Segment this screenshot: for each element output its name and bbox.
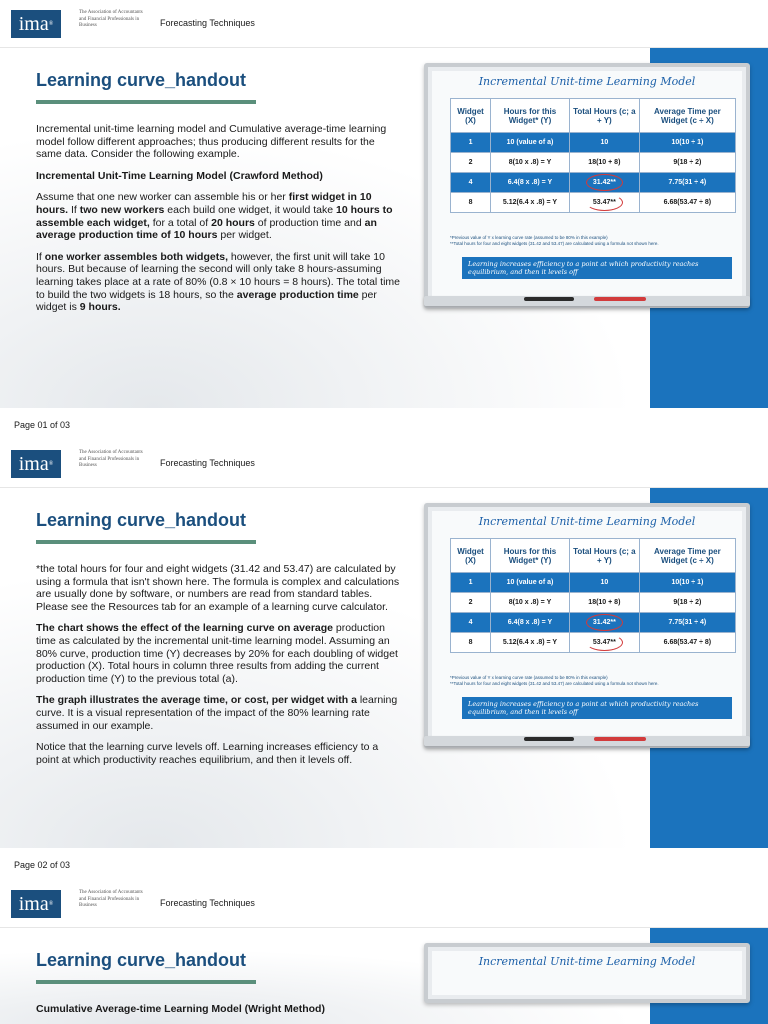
table-cell: 18(10 + 8) xyxy=(569,153,639,173)
whiteboard-title: Incremental Unit-time Learning Model xyxy=(478,75,696,88)
title-underline xyxy=(36,100,256,104)
efficiency-note: Learning increases efficiency to a point at which productivity reaches equilibrium, and then it levels off xyxy=(462,257,732,279)
table-cell: 10 xyxy=(569,573,639,593)
table-cell: 5.12(6.4 x .8) = Y xyxy=(491,193,570,213)
table-cell: 8(10 x .8) = Y xyxy=(491,593,570,613)
table-row xyxy=(451,173,736,193)
body-text xyxy=(36,1003,402,1024)
footnote: **Total hours for four and eight widgets (31.42 and 53.47) are calculated using a formula not shown here. xyxy=(450,240,659,246)
page-header xyxy=(0,0,768,48)
table-footnotes xyxy=(450,675,740,686)
table-row xyxy=(451,633,736,653)
header-title: Forecasting Techniques xyxy=(160,898,255,908)
table-row xyxy=(451,153,736,173)
graph-paragraph: The graph illustrates the average time, or cost, per widget with a learning curve. It is a visual representation of the impact of the 80% learning rate assumed in our example. xyxy=(36,694,398,732)
red-marker xyxy=(594,297,646,301)
table-cell: 4 xyxy=(451,173,491,193)
table-header-row xyxy=(451,99,736,133)
table-cell: 8 xyxy=(451,633,491,653)
levels-off-paragraph: Notice that the learning curve levels off. Learning increases efficiency to a point at which productivity reaches equilibrium, and then it levels off. xyxy=(36,741,379,766)
learning-curve-table xyxy=(450,98,736,213)
table-cell: 10(10 ÷ 1) xyxy=(639,573,735,593)
whiteboard-tray xyxy=(424,736,750,746)
table-header-row xyxy=(451,539,736,573)
whiteboard-title: Incremental Unit-time Learning Model xyxy=(478,515,696,528)
table-row xyxy=(451,573,736,593)
table-cell: 1 xyxy=(451,133,491,153)
body-text xyxy=(36,563,402,775)
col-header: Widget (X) xyxy=(451,539,491,573)
org-name: The Association of Accountants and Financial Professionals in Business xyxy=(79,890,143,908)
footnote: **Total hours for four and eight widgets (31.42 and 53.47) are calculated using a formula not shown here. xyxy=(450,680,659,686)
table-cell: 6.68(53.47 ÷ 8) xyxy=(639,633,735,653)
handout-page-1 xyxy=(0,0,768,440)
footnote-paragraph: *the total hours for four and eight widgets (31.42 and 53.47) are calculated by using a formula that isn't shown here. The formula is complex and calculations are usually done by software, or numbers are read from standard tables. Please see the Resources tab for an example of a learning curve calculator. xyxy=(36,563,400,613)
col-header: Hours for this Widget* (Y) xyxy=(491,99,570,133)
header-title: Forecasting Techniques xyxy=(160,18,255,28)
table-cell: 10 (value of a) xyxy=(491,133,570,153)
intro-paragraph: Incremental unit-time learning model and Cumulative average-time learning model follow different approaches; thus producing different results for the same data. Consider the following example. xyxy=(36,123,387,161)
title-underline xyxy=(36,540,256,544)
col-header: Average Time per Widget (c ÷ X) xyxy=(639,99,735,133)
col-header: Total Hours (c; a + Y) xyxy=(569,99,639,133)
footnote: *Previous value of Y x learning curve rate (assumed to be 80% in this example) xyxy=(450,675,608,680)
ima-logo: ima® xyxy=(11,890,61,918)
footnote: *Previous value of Y x learning curve rate (assumed to be 80% in this example) xyxy=(450,235,608,240)
table-cell: 9(18 ÷ 2) xyxy=(639,593,735,613)
red-marker xyxy=(594,737,646,741)
learning-curve-table xyxy=(450,538,736,653)
table-cell: 6.4(8 x .8) = Y xyxy=(491,613,570,633)
section-heading: Cumulative Average-time Learning Model (Wright Method) xyxy=(36,1003,325,1015)
example-paragraph-1: Assume that one new worker can assemble his or her first widget in 10 hours. If two new workers each build one widget, it would take 10 hours to assemble each widget, for a total of 20 hours of production time and an average production time of 10 hours per widget. xyxy=(36,191,393,242)
doc-title: Learning curve_handout xyxy=(36,70,247,90)
chart-paragraph: The chart shows the effect of the learning curve on average production time as calculated by the incremental unit-time learning model. Assuming an 80% curve, production time (Y) decreases by 20% for each doubling of widget production (X). Total hours in column three results from adding the current production time (Y) to the previous total (a). xyxy=(36,622,398,685)
header-title: Forecasting Techniques xyxy=(160,458,255,468)
whiteboard-image xyxy=(424,503,750,748)
whiteboard-image xyxy=(424,943,750,1003)
table-cell: 2 xyxy=(451,593,491,613)
whiteboard-tray xyxy=(424,296,750,306)
page-header xyxy=(0,880,768,928)
table-cell: 18(10 + 8) xyxy=(569,593,639,613)
table-cell: 7.75(31 ÷ 4) xyxy=(639,613,735,633)
table-cell: 9(18 ÷ 2) xyxy=(639,153,735,173)
table-cell: 7.75(31 ÷ 4) xyxy=(639,173,735,193)
page-header xyxy=(0,440,768,488)
col-header: Average Time per Widget (c ÷ X) xyxy=(639,539,735,573)
efficiency-note: Learning increases efficiency to a point at which productivity reaches equilibrium, and then it levels off xyxy=(462,697,732,719)
black-marker xyxy=(524,737,574,741)
table-cell xyxy=(569,173,639,193)
col-header: Total Hours (c; a + Y) xyxy=(569,539,639,573)
handout-page-3 xyxy=(0,880,768,1024)
red-circle-annotation: 31.42** xyxy=(586,614,623,631)
table-footnotes xyxy=(450,235,740,246)
ima-logo: ima® xyxy=(11,10,61,38)
table-cell xyxy=(569,633,639,653)
section-heading: Incremental Unit-Time Learning Model (Crawford Method) xyxy=(36,169,323,182)
handout-page-2 xyxy=(0,440,768,880)
table-cell: 8(10 x .8) = Y xyxy=(491,153,570,173)
black-marker xyxy=(524,297,574,301)
page-number: Page 02 of 03 xyxy=(14,860,71,870)
table-cell: 6.4(8 x .8) = Y xyxy=(491,173,570,193)
table-cell: 4 xyxy=(451,613,491,633)
whiteboard-image xyxy=(424,63,750,308)
red-circle-annotation: 53.47** xyxy=(586,194,623,211)
table-row xyxy=(451,193,736,213)
table-cell: 1 xyxy=(451,573,491,593)
table-cell: 10 xyxy=(569,133,639,153)
table-cell: 10(10 ÷ 1) xyxy=(639,133,735,153)
table-cell: 8 xyxy=(451,193,491,213)
table-cell: 5.12(6.4 x .8) = Y xyxy=(491,633,570,653)
doc-title: Learning curve_handout xyxy=(36,510,247,530)
whiteboard-title: Incremental Unit-time Learning Model xyxy=(478,955,696,968)
table-row xyxy=(451,593,736,613)
red-circle-annotation: 53.47** xyxy=(586,634,623,651)
title-underline xyxy=(36,980,256,984)
example-paragraph-2: If one worker assembles both widgets, however, the first unit will take 10 hours. But because of learning the second will only take 8 hours-assuming learning takes place at a rate of 80% (0.8 × 10 hours = 8 hours). The total time to build the two widgets is 18 hours, so the average production time per widget is 9 hours. xyxy=(36,250,401,314)
doc-title: Learning curve_handout xyxy=(36,950,247,970)
org-name: The Association of Accountants and Financial Professionals in Business xyxy=(79,10,143,28)
table-cell xyxy=(569,193,639,213)
page-number: Page 01 of 03 xyxy=(14,420,71,430)
table-cell: 6.68(53.47 ÷ 8) xyxy=(639,193,735,213)
table-cell: 10 (value of a) xyxy=(491,573,570,593)
table-cell xyxy=(569,613,639,633)
body-text xyxy=(36,123,402,323)
ima-logo: ima® xyxy=(11,450,61,478)
table-row xyxy=(451,133,736,153)
org-name: The Association of Accountants and Financial Professionals in Business xyxy=(79,450,143,468)
table-cell: 2 xyxy=(451,153,491,173)
red-circle-annotation: 31.42** xyxy=(586,174,623,191)
col-header: Widget (X) xyxy=(451,99,491,133)
table-row xyxy=(451,613,736,633)
col-header: Hours for this Widget* (Y) xyxy=(491,539,570,573)
